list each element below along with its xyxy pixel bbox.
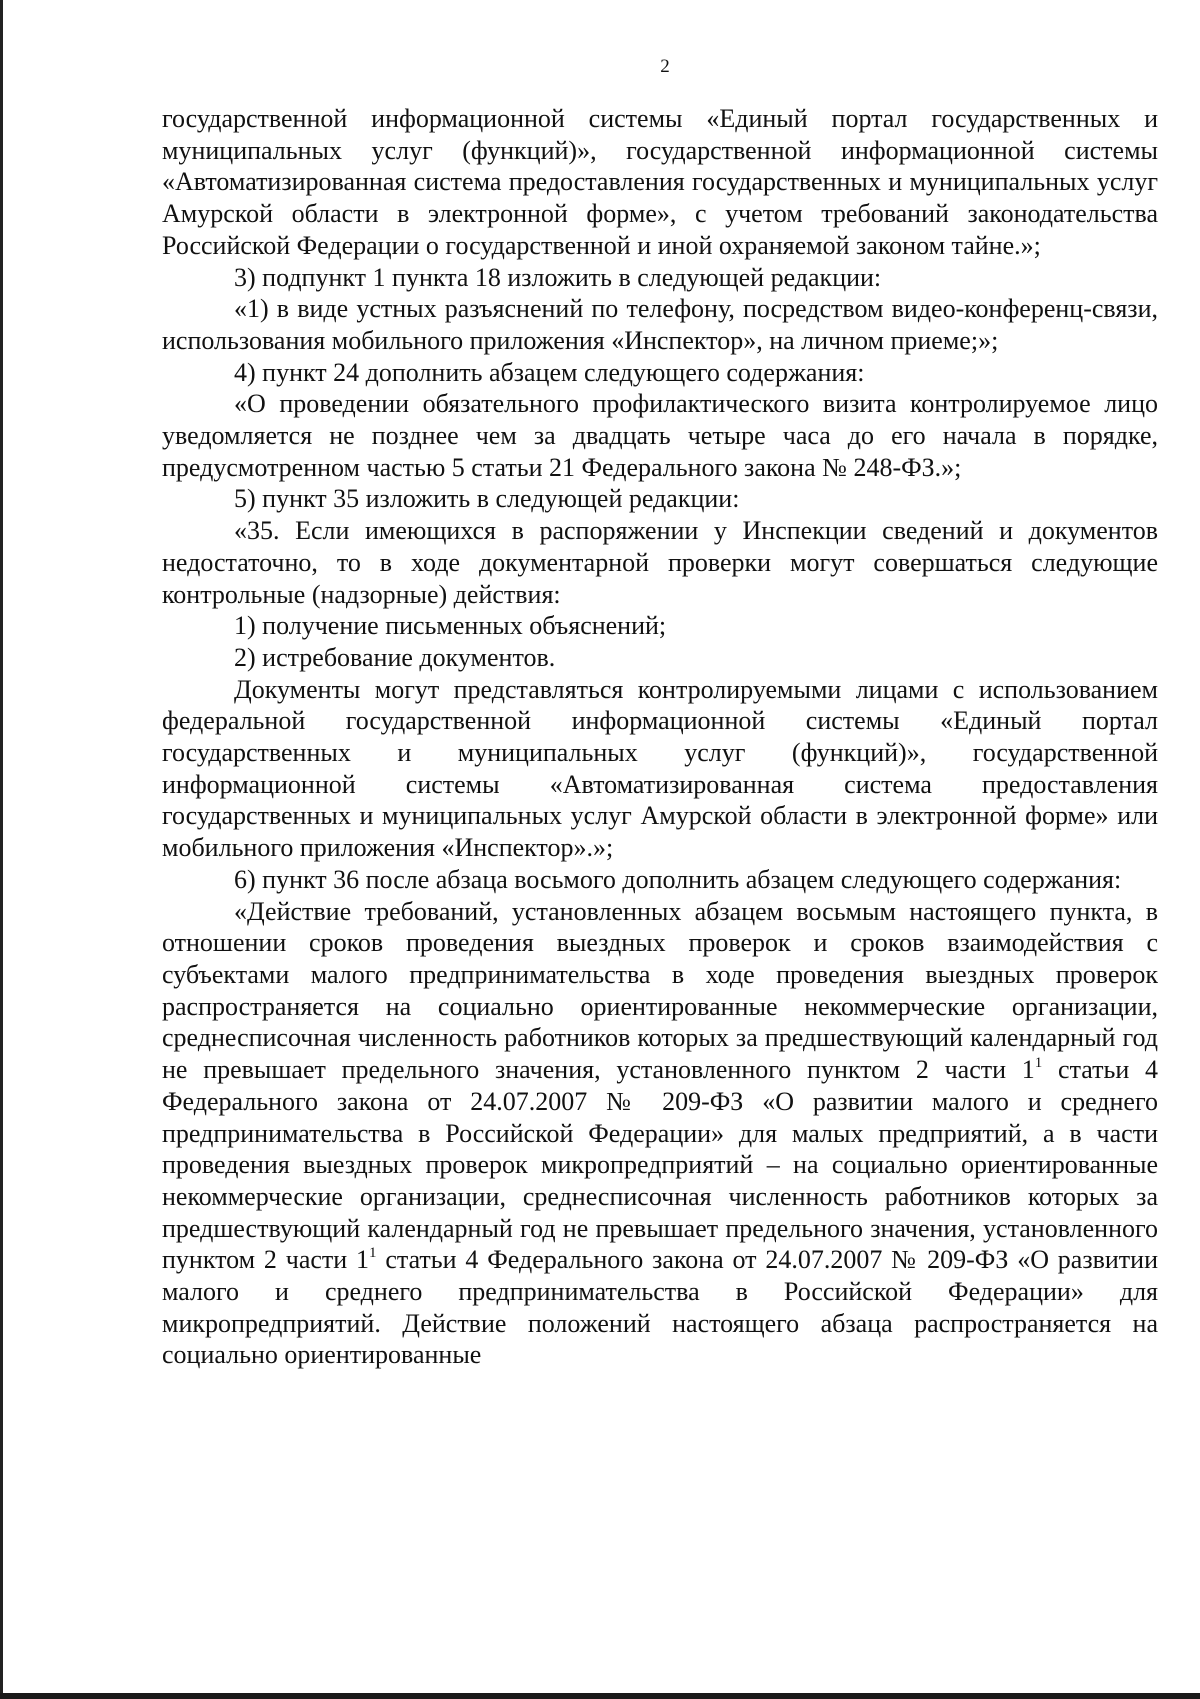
paragraph-documents: Документы могут представляться контролируемыми лицами с использованием федеральной государственной информационной системы «Единый портал государственных и муниципальных услуг (функций)», государственной информационной системы «Автоматизированная система предоставления государственных и муниципальных услуг Амурской области в электронной форме» или мобильного приложения «Инспектор».»; [162,674,1158,863]
scan-bottom-edge [0,1693,1200,1699]
paragraph-item-3: 3) подпункт 1 пункта 18 изложить в следующей редакции: [234,262,882,292]
superscript: 1 [369,1245,377,1262]
paragraph-item-4: 4) пункт 24 дополнить абзацем следующего содержания: [234,357,865,387]
paragraph-continuation: государственной информационной системы «Единый портал государственных и муниципальных услуг (функций)», государственной информационной системы «Автоматизированная система предоставления государственных и муниципальных услуг Амурской области в электронной форме», с учетом требований законодательства Российской Федерации о государственной и иной охраняемой законом тайне.»; [162,104,1158,260]
scan-left-edge [0,0,3,1699]
paragraph-item-5: 5) пункт 35 изложить в следующей редакции: [234,484,740,514]
paragraph-quote-notice: «О проведении обязательного профилактического визита контролируемое лицо уведомляется не позднее чем за двадцать четыре часа до его начала в порядке, предусмотренном частью 5 статьи 21 Федерального закона № 248-ФЗ.»; [162,389,1158,482]
paragraph-item-6: 6) пункт 36 после абзаца восьмого дополнить абзацем следующего содержания: [234,864,1122,894]
paragraph-subitem-2: 2) истребование документов. [234,642,556,672]
superscript: 1 [1034,1055,1043,1072]
document-body [162,103,1158,1371]
text-fragment: статьи 4 Федерального закона от 24.07.2007 № 209-ФЗ «О развитии малого и среднего предпринимательства в Российской Федерации» для микропредприятий. Действие положений настоящего абзаца распространяется на социально ориентированные [162,1245,1158,1370]
paragraph-quote-1: «1) в виде устных разъяснений по телефону, посредством видео-конференц-связи, использования мобильного приложения «Инспектор», на личном приеме;»; [162,294,1158,355]
paragraph-subitem-1: 1) получение письменных объяснений; [234,611,667,641]
page-number: 2 [660,56,670,77]
text-fragment: «Действие требований, установленных абзацем восьмым настоящего пункта, в отношении сроков проведения выездных проверок и сроков взаимодействия с субъектами малого предпринимательства в ходе проведения выездных проверок распространяется на социально ориентированные некоммерческие организации, среднесписочная численность работников которых за предшествующий календарный год не превышает предельного значения, установленного пунктом 2 части 1 [162,896,1158,1085]
text-fragment: статьи 4 Федерального закона от 24.07.2007 № 209-ФЗ «О развитии малого и среднего предпринимательства в Российской Федерации» для малых предприятий, а в части проведения выездных проверок микропредприятий – на социально ориентированные некоммерческие организации, среднесписочная численность работников которых за предшествующий календарный год не превышает предельного значения, установленного пунктом 2 части 1 [162,1055,1158,1275]
paragraph-quote-action [162,896,1158,1372]
paragraph-quote-35: «35. Если имеющихся в распоряжении у Инспекции сведений и документов недостаточно, то в ходе документарной проверки могут совершаться следующие контрольные (надзорные) действия: [162,516,1158,609]
